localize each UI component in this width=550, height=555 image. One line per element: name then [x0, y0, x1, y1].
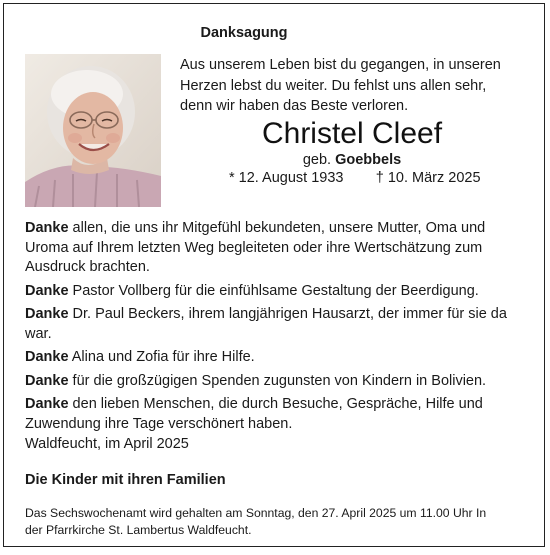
family-signature: Die Kinder mit ihren Familien	[25, 472, 226, 488]
thanks-lead: Danke	[25, 349, 69, 365]
thanks-text: den lieben Menschen, die durch Besuche, Gespräche, Hilfe und Zuwendung ihre Tage verschönert haben.	[25, 396, 483, 432]
thanks-paragraph	[25, 395, 530, 434]
thanks-paragraph	[25, 372, 530, 392]
birth-prefix: geb.	[302, 152, 332, 168]
intro-line: Herzen lebst du weiter. Du fehlst uns allen sehr,	[180, 77, 487, 94]
thanks-lead: Danke	[25, 396, 69, 412]
thanks-paragraph	[25, 305, 530, 344]
thanks-text: allen, die uns ihr Mitgefühl bekundeten, unsere Mutter, Oma und Uroma auf Ihrem letzten Weg begleiteten oder ihre Wertschätzung zum Ausdruck brachten.	[25, 220, 486, 275]
deceased-name: Christel Cleef	[261, 117, 443, 150]
thanks-list	[25, 219, 530, 438]
intro-line: Aus unserem Leben bist du gegangen, in unseren	[180, 57, 501, 73]
portrait-image	[25, 54, 161, 207]
life-dates	[229, 170, 481, 186]
birth-date: * 12. August 1933	[229, 170, 344, 186]
place-date: Waldfeucht, im April 2025	[25, 436, 189, 452]
thanks-text: Pastor Vollberg für die einfühlsame Gestaltung der Beerdigung.	[68, 282, 479, 299]
intro-verse	[180, 55, 530, 117]
thanks-paragraph	[25, 219, 530, 278]
thanks-paragraph	[25, 282, 530, 302]
memorial-mass-note	[25, 505, 530, 539]
thanks-text: Alina und Zofia für ihre Hilfe.	[68, 349, 255, 365]
portrait-photo	[25, 54, 161, 207]
thanks-text: für die großzügigen Spenden zugunsten von Kindern in Bolivien.	[68, 372, 487, 389]
thanks-lead: Danke	[25, 306, 69, 322]
thanks-paragraph	[25, 348, 530, 368]
notice-heading: Danksagung	[200, 25, 288, 41]
mass-line: der Pfarrkirche St. Lambertus Waldfeucht.	[25, 523, 252, 537]
thanks-lead: Danke	[25, 282, 69, 299]
mass-line: Das Sechswochenamt wird gehalten am Sonntag, den 27. April 2025 um 11.00 Uhr In	[25, 506, 487, 520]
thanks-lead: Danke	[25, 372, 69, 389]
thanks-text: Dr. Paul Beckers, ihrem langjährigen Hausarzt, der immer für sie da war.	[25, 306, 507, 342]
birth-name-line	[182, 152, 522, 168]
thanks-lead: Danke	[25, 220, 69, 236]
death-date: † 10. März 2025	[375, 170, 481, 186]
intro-line: denn wir haben das Beste verloren.	[180, 98, 409, 114]
birth-name: Goebbels	[335, 152, 402, 168]
obituary-notice	[3, 3, 545, 547]
